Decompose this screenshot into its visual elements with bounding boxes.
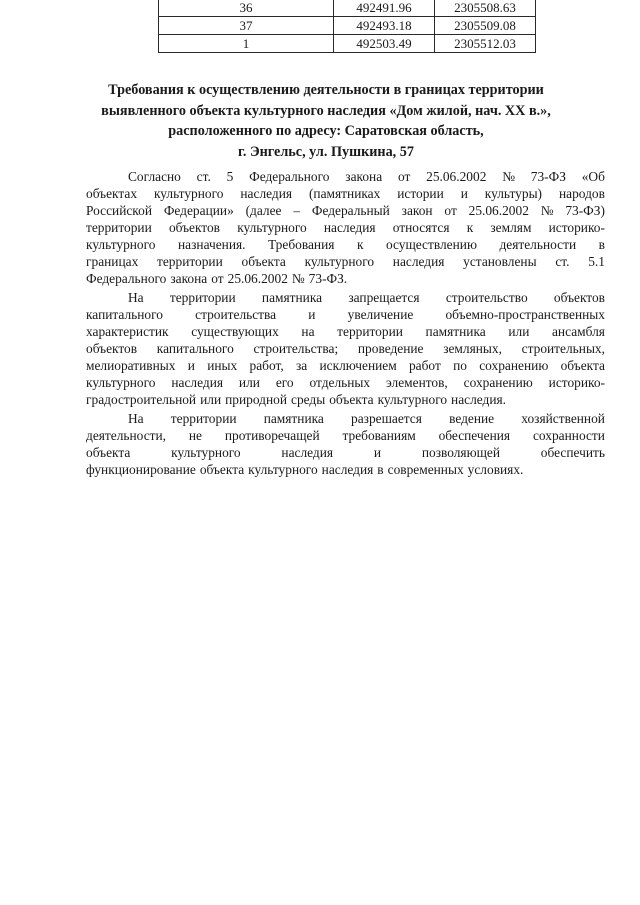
coordinates-table [158, 0, 536, 53]
paragraph-line: функционирование объекта культурного наследия в современных условиях. [86, 462, 524, 477]
paragraph-line: границах территории объекта культурного наследия установлены ст. 5.1 [86, 254, 605, 269]
paragraph-line: На территории памятника запрещается строительство объектов [128, 290, 605, 305]
paragraph-line: деятельности, не противоречащей требованиям обеспечения сохранности [86, 428, 605, 443]
body-text [86, 168, 605, 480]
paragraph-gap [86, 478, 605, 480]
paragraph-line: культурного назначения. Требования к осуществлению деятельности в [86, 237, 605, 252]
table-row [159, 0, 536, 17]
paragraph-line: территории объектов культурного наследия относятся к землям историко- [86, 220, 605, 235]
point-number-cell: 37 [159, 17, 334, 35]
x-coordinate-cell: 492503.49 [334, 35, 435, 53]
x-coordinate-cell: 492493.18 [334, 17, 435, 35]
paragraph-line: объектах культурного наследия (памятниках истории и культуры) народов [86, 186, 605, 201]
paragraph-line: объектов капитального строительства; проведение земляных, строительных, [86, 341, 605, 356]
paragraph-line: мелиоративных и иных работ, за исключением работ по сохранению объекта [86, 358, 605, 373]
paragraph-line: Российской Федерации» (далее – Федеральный закон от 25.06.2002 № 73-ФЗ) [86, 203, 605, 218]
point-number-cell: 36 [159, 0, 334, 17]
x-coordinate-cell: 492491.96 [334, 0, 435, 17]
title-line: выявленного объекта культурного наследия «Дом жилой, нач. XX в.», [101, 102, 551, 119]
table-row [159, 35, 536, 53]
y-coordinate-cell: 2305509.08 [435, 17, 536, 35]
section-title [60, 80, 592, 162]
point-number-cell: 1 [159, 35, 334, 53]
paragraph [86, 289, 605, 408]
paragraph-line: капитального строительства и увеличение объемно-пространственных [86, 307, 605, 322]
title-line: расположенного по адресу: Саратовская область, [168, 123, 484, 139]
paragraph [86, 410, 605, 478]
table-row [159, 17, 536, 35]
title-line: Требования к осуществлению деятельности в границах территории [108, 82, 544, 98]
paragraph [86, 168, 605, 287]
paragraph-line: характеристик существующих на территории памятника или ансамбля [86, 324, 605, 339]
paragraph-line: На территории памятника разрешается ведение хозяйственной [128, 411, 605, 426]
paragraph-line: культурного наследия или его отдельных элементов, сохранению историко- [86, 375, 605, 390]
title-line: г. Энгельс, ул. Пушкина, 57 [238, 143, 414, 160]
paragraph-line: Согласно ст. 5 Федерального закона от 25.06.2002 № 73-ФЗ «Об [128, 169, 605, 184]
y-coordinate-cell: 2305512.03 [435, 35, 536, 53]
y-coordinate-cell: 2305508.63 [435, 0, 536, 17]
paragraph-line: градостроительной или природной среды объекта культурного наследия. [86, 392, 507, 407]
paragraph-line: Федерального закона от 25.06.2002 № 73-ФЗ. [86, 271, 348, 286]
paragraph-line: объекта культурного наследия и позволяющей обеспечить [86, 445, 605, 460]
